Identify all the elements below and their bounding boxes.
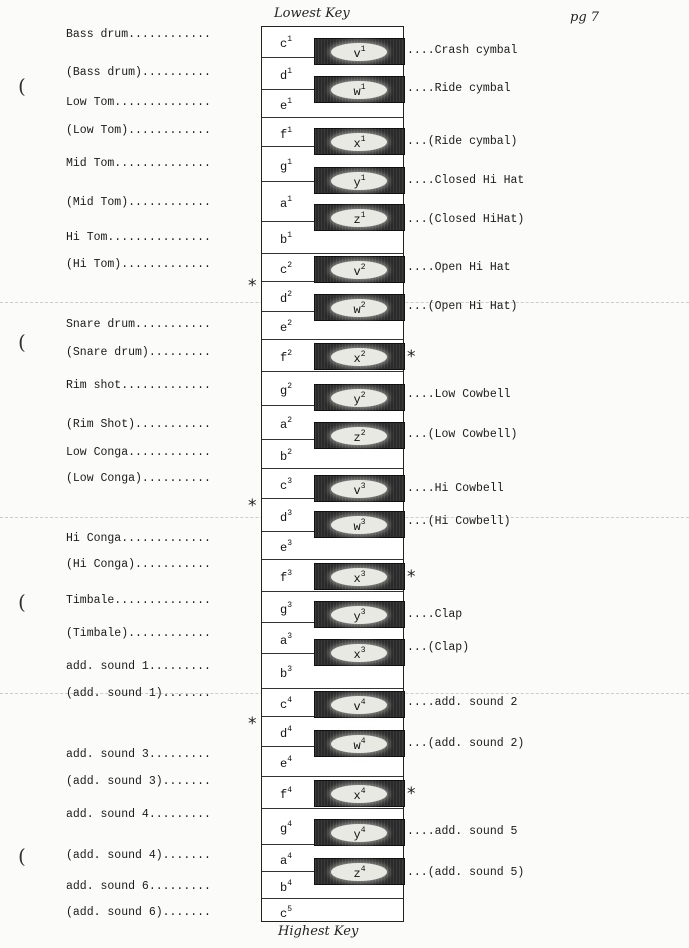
white-key-label: $f^3$ (280, 569, 293, 585)
white-key-label: $d^1$ (280, 67, 293, 83)
black-key-label: $y^3$ (353, 608, 366, 624)
white-key-label: $e^1$ (280, 97, 293, 113)
white-key-label: $d^2$ (280, 290, 293, 306)
white-key-label: $c^4$ (280, 696, 293, 712)
instrument-label-left: Snare drum........... (66, 318, 211, 331)
instrument-label-left: Bass drum............ (66, 28, 211, 41)
instrument-label-left: (Timbale)............ (66, 627, 211, 640)
white-key-label: $a^2$ (280, 416, 293, 432)
white-key-label: $c^5$ (280, 905, 293, 921)
black-key-label: $x^4$ (353, 787, 366, 803)
black-key (314, 511, 405, 538)
black-key-label: $w^1$ (353, 83, 366, 99)
header-title: Lowest Key (274, 6, 350, 21)
instrument-label-right: ....Closed Hi Hat (407, 174, 525, 187)
instrument-label-left: (Low Tom)............ (66, 124, 211, 137)
black-key-label: $x^3$ (353, 570, 366, 586)
instrument-label-left: (Snare drum)......... (66, 346, 211, 359)
asterisk-mark: * (248, 276, 257, 296)
white-key-label: $c^2$ (280, 261, 293, 277)
instrument-label-left: Low Conga............ (66, 446, 211, 459)
margin-bracket: ( (18, 74, 26, 98)
instrument-label-right: ...(Low Cowbell) (407, 428, 518, 441)
black-key-label: $v^4$ (353, 698, 366, 714)
instrument-label-right: ...(Open Hi Hat) (407, 300, 518, 313)
black-key-label: $x^2$ (353, 350, 366, 366)
white-key (262, 898, 403, 923)
instrument-label-left: Hi Conga............. (66, 532, 211, 545)
black-key-label: $v^2$ (353, 263, 366, 279)
white-key-label: $f^1$ (280, 126, 293, 142)
black-key-label: $z^4$ (353, 865, 366, 881)
margin-bracket: ( (18, 844, 26, 868)
black-key-label: $v^3$ (353, 482, 366, 498)
page-number: pg 7 (570, 10, 600, 25)
asterisk-mark: * (407, 784, 416, 804)
white-key-label: $c^3$ (280, 477, 293, 493)
asterisk-mark: * (248, 496, 257, 516)
instrument-label-left: (add. sound 1)....... (66, 687, 211, 700)
instrument-label-left: Timbale.............. (66, 594, 211, 607)
instrument-label-left: Rim shot............. (66, 379, 211, 392)
asterisk-mark: * (248, 714, 257, 734)
black-key (314, 294, 405, 321)
black-key (314, 639, 405, 666)
instrument-label-left: (Mid Tom)............ (66, 196, 211, 209)
instrument-label-left: add. sound 1......... (66, 660, 211, 673)
black-key-label: $y^2$ (353, 391, 366, 407)
white-key-label: $e^3$ (280, 539, 293, 555)
white-key-label: $a^4$ (280, 852, 293, 868)
black-key (314, 422, 405, 449)
black-key-label: $w^2$ (353, 301, 366, 317)
instrument-label-left: Hi Tom............... (66, 231, 211, 244)
footer-title: Highest Key (278, 924, 359, 939)
instrument-label-right: ....Ride cymbal (407, 82, 511, 95)
white-key-label: $b^2$ (280, 448, 293, 464)
instrument-label-right: ....Hi Cowbell (407, 482, 504, 495)
instrument-label-left: add. sound 3......... (66, 748, 211, 761)
instrument-label-right: ....add. sound 2 (407, 696, 518, 709)
black-key (314, 780, 405, 807)
black-key-label: $x^1$ (353, 135, 366, 151)
white-key-label: $a^3$ (280, 632, 293, 648)
margin-bracket: ( (18, 590, 26, 614)
black-key (314, 167, 405, 194)
white-key-label: $e^2$ (280, 319, 293, 335)
white-key-label: $g^2$ (280, 382, 293, 398)
black-key (314, 563, 405, 590)
black-key-label: $z^2$ (353, 429, 366, 445)
margin-bracket: ( (18, 330, 26, 354)
black-key (314, 204, 405, 231)
instrument-label-right: ...(Clap) (407, 641, 470, 654)
black-key-label: $y^4$ (353, 826, 366, 842)
instrument-label-right: ....Low Cowbell (407, 388, 511, 401)
white-key-label: $f^4$ (280, 786, 293, 802)
black-key-label: $x^3$ (353, 646, 366, 662)
black-key-label: $v^1$ (353, 45, 366, 61)
white-key-label: $b^3$ (280, 665, 293, 681)
keyboard-diagram (261, 26, 404, 922)
white-key-label: $g^4$ (280, 820, 293, 836)
instrument-label-left: add. sound 4......... (66, 808, 211, 821)
black-key (314, 819, 405, 846)
black-key (314, 691, 405, 718)
black-key (314, 475, 405, 502)
instrument-label-left: (Bass drum).......... (66, 66, 211, 79)
black-key-label: $y^1$ (353, 174, 366, 190)
instrument-label-right: ...(Hi Cowbell) (407, 515, 511, 528)
asterisk-mark: * (407, 347, 416, 367)
white-key-label: $f^2$ (280, 349, 293, 365)
instrument-label-right: ....add. sound 5 (407, 825, 518, 838)
black-key (314, 601, 405, 628)
white-key-label: $a^1$ (280, 195, 293, 211)
black-key (314, 76, 405, 103)
black-key (314, 730, 405, 757)
black-key (314, 128, 405, 155)
white-key-label: $g^3$ (280, 601, 293, 617)
black-key (314, 343, 405, 370)
white-key-label: $d^4$ (280, 725, 293, 741)
instrument-label-right: ...(add. sound 2) (407, 737, 525, 750)
instrument-label-left: (Low Conga).......... (66, 472, 211, 485)
instrument-label-right: ...(Closed HiHat) (407, 213, 525, 226)
instrument-label-left: (Rim Shot)........... (66, 418, 211, 431)
white-key-label: $g^1$ (280, 158, 293, 174)
black-key-label: $w^3$ (353, 518, 366, 534)
instrument-label-left: Mid Tom.............. (66, 157, 211, 170)
instrument-label-right: ...(Ride cymbal) (407, 135, 518, 148)
instrument-label-right: ....Crash cymbal (407, 44, 518, 57)
black-key (314, 858, 405, 885)
instrument-label-left: (add. sound 4)....... (66, 849, 211, 862)
instrument-label-right: ....Clap (407, 608, 463, 621)
white-key-label: $e^4$ (280, 755, 293, 771)
black-key (314, 256, 405, 283)
asterisk-mark: * (407, 567, 416, 587)
black-key-label: $z^1$ (353, 211, 366, 227)
black-key (314, 384, 405, 411)
white-key-label: $b^4$ (280, 879, 293, 895)
instrument-label-left: (Hi Conga)........... (66, 558, 211, 571)
instrument-label-left: Low Tom.............. (66, 96, 211, 109)
instrument-label-left: (add. sound 3)....... (66, 775, 211, 788)
instrument-label-left: (Hi Tom)............. (66, 258, 211, 271)
black-key (314, 38, 405, 65)
black-key-label: $w^4$ (353, 737, 366, 753)
white-key-label: $b^1$ (280, 231, 293, 247)
instrument-label-left: add. sound 6......... (66, 880, 211, 893)
white-key-label: $d^3$ (280, 509, 293, 525)
instrument-label-left: (add. sound 6)....... (66, 906, 211, 919)
white-key-label: $c^1$ (280, 35, 293, 51)
instrument-label-right: ....Open Hi Hat (407, 261, 511, 274)
instrument-label-right: ...(add. sound 5) (407, 866, 525, 879)
